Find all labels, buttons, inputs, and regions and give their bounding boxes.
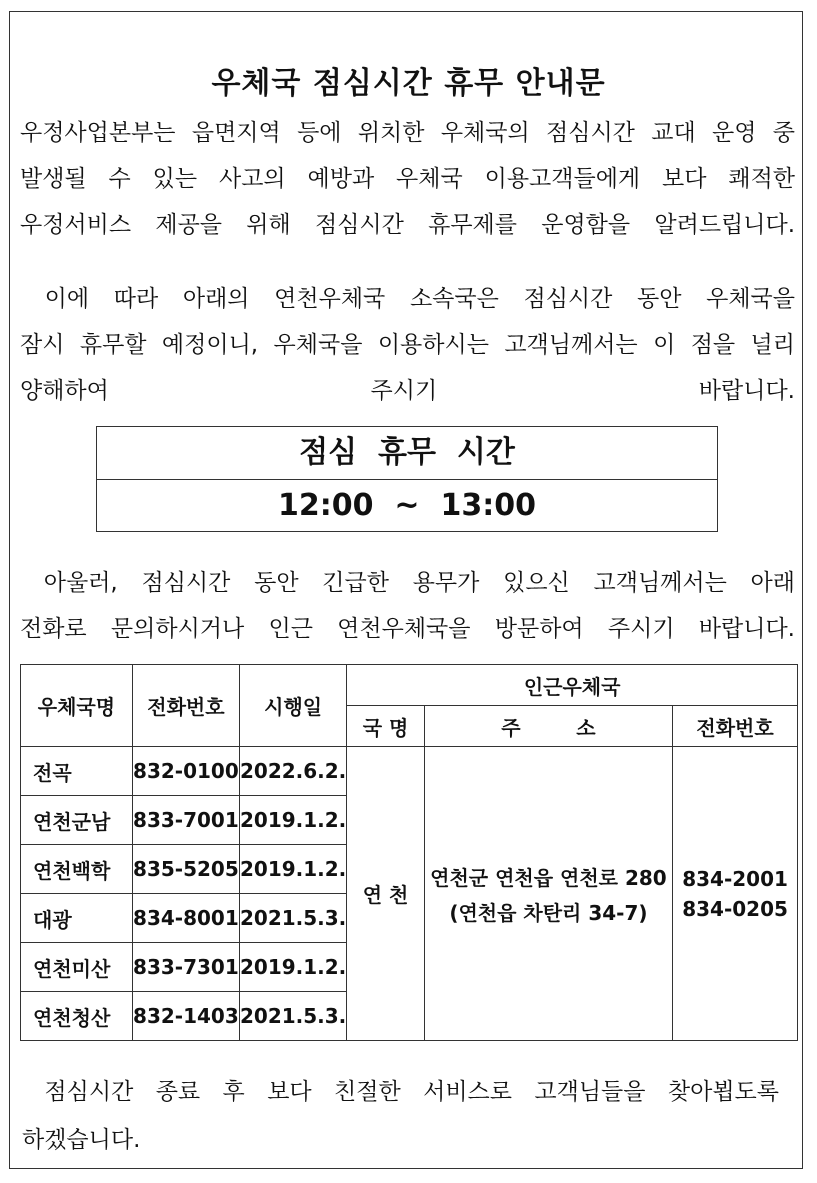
office-start-date: 2022.6.2. [239,747,346,796]
nearby-office-phone [673,747,798,1041]
intro-paragraph [20,110,795,248]
lunch-closure-time: 12:00 ~ 13:00 [278,488,536,523]
closing-line-1: 점심시간 종료 후 보다 친절한 서비스로 고객님들을 찾아뵙도록 [22,1079,779,1105]
nearby-address-line-1: 연천군 연천읍 연천로 280 [430,865,667,890]
closure-line-1: 이에 따라 아래의 연천우체국 소속국은 점심시간 동안 우체국을 [20,286,795,312]
header-nearby-name: 국 명 [347,706,424,747]
closure-line-3: 양해하여 주시기 바랍니다. [20,378,795,404]
intro-line-3: 우정서비스 제공을 위해 점심시간 휴무제를 운영함을 알려드립니다. [20,212,796,238]
office-table [20,664,798,1041]
closing-line-2: 하겠습니다. [22,1127,141,1153]
office-start-date: 2019.1.2. [239,796,346,845]
office-phone: 834-8001 [132,894,239,943]
header-nearby-office: 인근우체국 [347,665,798,706]
office-start-date: 2021.5.3. [239,992,346,1041]
closure-paragraph [20,276,795,414]
office-phone: 835-5205 [132,845,239,894]
office-phone: 832-1403 [132,992,239,1041]
office-name: 연천백학 [21,845,133,894]
contact-paragraph [20,560,795,652]
table-row [21,747,798,796]
nearby-office-address [424,747,672,1041]
contact-line-1: 아울러, 점심시간 동안 긴급한 용무가 있으신 고객님께서는 아래 [20,570,795,596]
header-nearby-phone: 전화번호 [673,706,798,747]
closure-line-2: 잠시 휴무할 예정이니, 우체국을 이용하시는 고객님께서는 이 점을 널리 [20,332,795,358]
office-start-date: 2019.1.2. [239,943,346,992]
nearby-phone-line-2: 834-0205 [682,896,788,921]
office-name: 연천미산 [21,943,133,992]
header-nearby-address: 주 소 [424,706,672,747]
office-start-date: 2019.1.2. [239,845,346,894]
office-phone: 832-0100 [132,747,239,796]
nearby-address-line-2: (연천읍 차탄리 34-7) [449,900,648,925]
header-office-name: 우체국명 [21,665,133,747]
office-name: 대광 [21,894,133,943]
lunch-closure-box [96,426,718,532]
intro-line-1: 우정사업본부는 읍면지역 등에 위치한 우체국의 점심시간 교대 운영 중 [20,120,795,146]
office-phone: 833-7301 [132,943,239,992]
nearby-office-name: 연 천 [347,747,424,1041]
office-start-date: 2021.5.3. [239,894,346,943]
closing-paragraph [22,1068,779,1164]
office-phone: 833-7001 [132,796,239,845]
office-name: 연천군남 [21,796,133,845]
nearby-phone-line-1: 834-2001 [682,866,788,891]
office-name: 연천청산 [21,992,133,1041]
intro-line-2: 발생될 수 있는 사고의 예방과 우체국 이용고객들에게 보다 쾌적한 [20,166,795,192]
header-phone: 전화번호 [132,665,239,747]
lunch-closure-heading: 점심 휴무 시간 [97,427,717,480]
header-start-date: 시행일 [239,665,346,747]
notice-title: 우체국 점심시간 휴무 안내문 [211,66,606,101]
contact-line-2: 전화로 문의하시거나 인근 연천우체국을 방문하여 주시기 바랍니다. [20,616,795,642]
office-name: 전곡 [21,747,133,796]
